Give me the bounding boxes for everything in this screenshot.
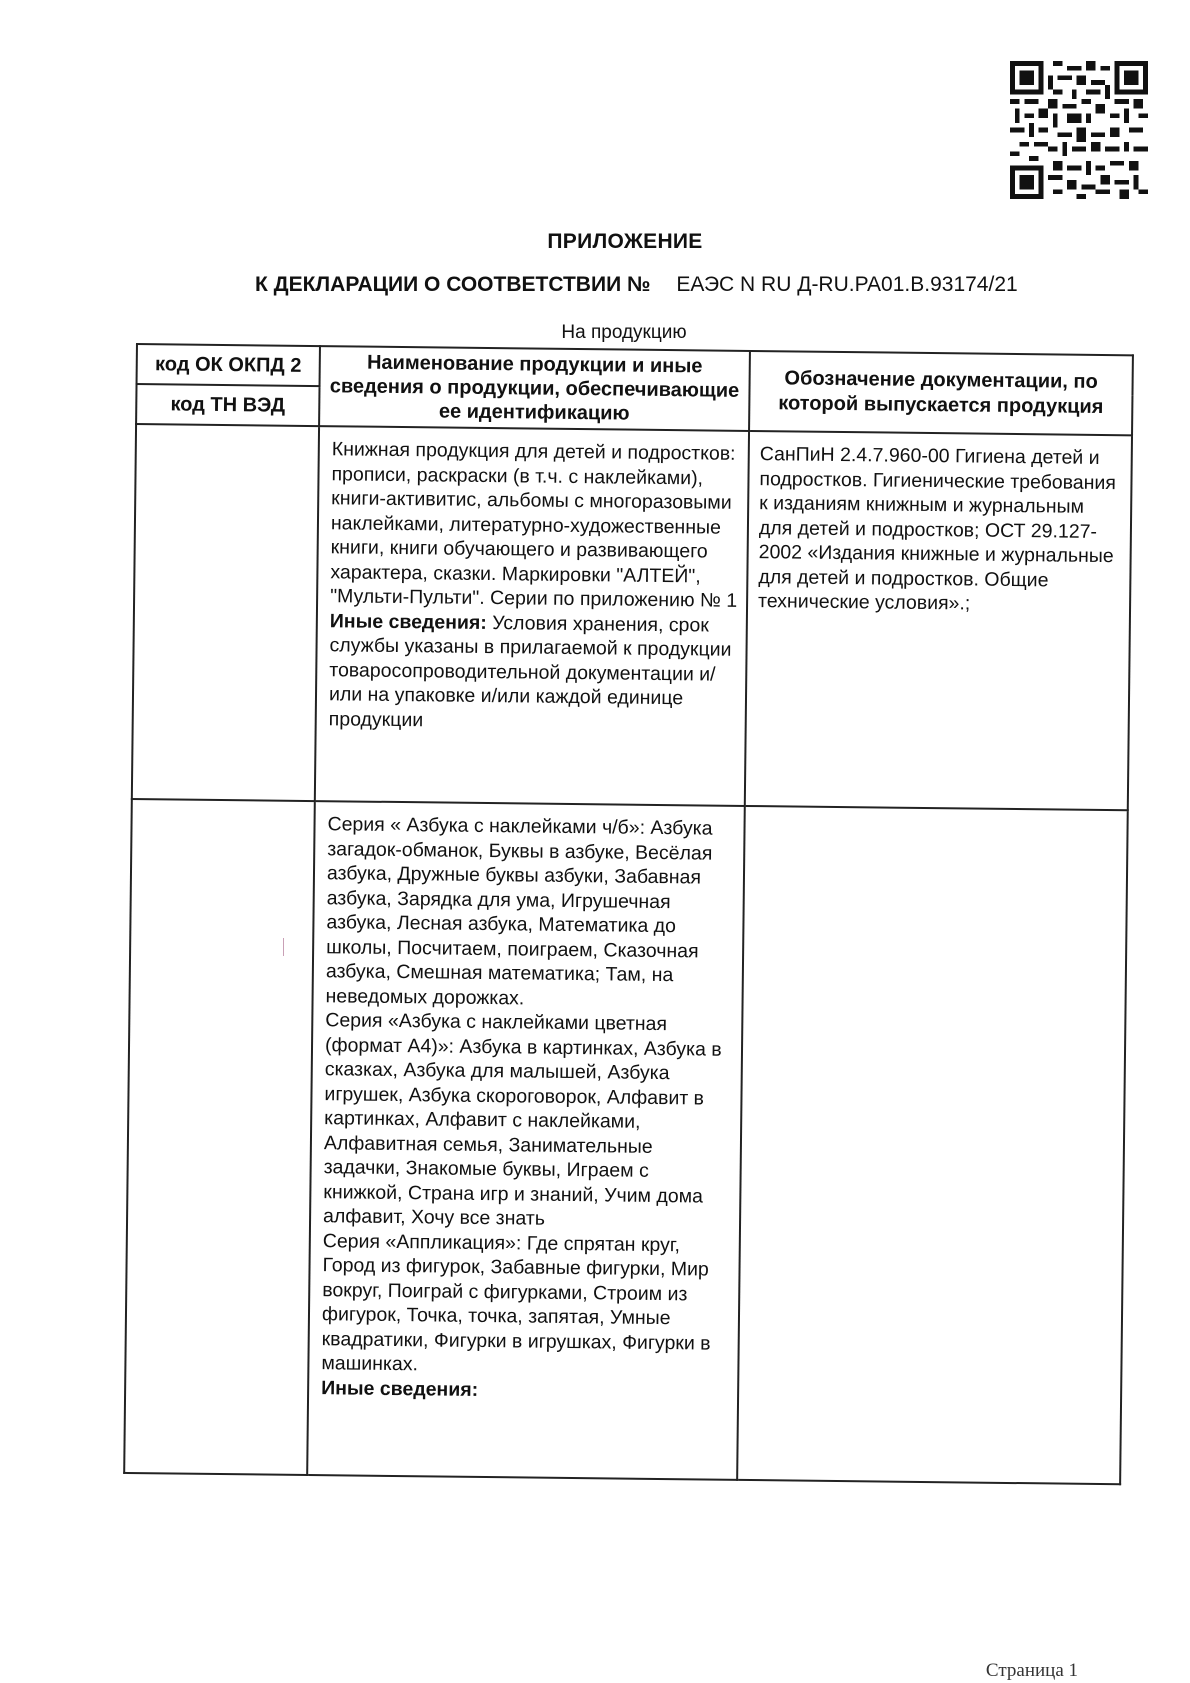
series-application: Серия «Аппликация»: Где спрятан круг, Город из фигурок, Забавные фигурки, Мир вокруг, Поиграй с фигурками, Строим из фигурок, Точка, точка, запятая, Умные квадратики, Фигурки в игрушках, Фигурки в машинках. bbox=[321, 1229, 711, 1376]
qr-code-icon bbox=[1010, 60, 1148, 200]
series-abc-color: Серия «Азбука с наклейками цветная (формат А4)»: Азбука в картинках, Азбука в сказках, Азбука для малышей, Азбука игрушек, Азбука скороговорок, Алфавит в картинках, Алфавит с наклейками, Алфавитная семья, Занимательные задачки, Знакомые буквы, Играем с книжкой, Страна игр и знаний, Учим дома алфавит, Хочу все знать bbox=[322, 1009, 722, 1230]
appendix-title: ПРИЛОЖЕНИЕ bbox=[547, 230, 703, 253]
series-cell bbox=[307, 801, 745, 1480]
declaration-label: К ДЕКЛАРАЦИИ О СООТВЕТСТВИИ № bbox=[255, 273, 651, 296]
code-cell bbox=[132, 424, 319, 801]
other-info-text: Условия хранения, срок службы указаны в прилагаемой к продукции товаросопроводительной документации и/или на упаковке и/или каждой единице продукции bbox=[328, 611, 732, 731]
header-okpd: код ОК ОКПД 2 bbox=[137, 344, 320, 386]
header-product-name: Наименование продукции и иные сведения о продукции, обеспечивающие ее идентификацию bbox=[319, 346, 750, 431]
product-table bbox=[123, 343, 1134, 1485]
declaration-number: ЕАЭС N RU Д-RU.PA01.B.93174/21 bbox=[676, 273, 1018, 296]
declaration-line bbox=[255, 273, 1018, 297]
product-cell bbox=[315, 426, 749, 806]
other-info-label: Иные сведения: bbox=[329, 609, 487, 634]
code-cell bbox=[124, 799, 315, 1475]
table-row bbox=[132, 424, 1132, 810]
header-documentation: Обозначение документации, по которой выпускается продукция bbox=[749, 351, 1133, 435]
documentation-cell: СанПиН 2.4.7.960-00 Гигиена детей и подростков. Гигиенические требования к изданиям книжным и журнальным для детей и подростков; ОСТ 29.127-2002 «Издания книжные и журнальные для детей и подростков. Общие технические условия».; bbox=[745, 431, 1132, 810]
product-description: Книжная продукция для детей и подростков: прописи, раскраски (в т.ч. с наклейками), книги-активитис, альбомы с многоразовыми наклейками, литературно-художественные книги, книги обучающего и развивающего характера, сказки. Маркировки "АЛТЕЙ", "Мульти-Пульти". Серии по приложению № 1 bbox=[330, 438, 738, 612]
other-info-label: Иные сведения: bbox=[321, 1376, 479, 1401]
series-abc-bw: Серия « Азбука с наклейками ч/б»: Азбука загадок-обманок, Буквы в азбуке, Весёлая азбука, Дружные буквы азбуки, Забавная азбука, Зарядка для ума, Игрушечная азбука, Лесная азбука, Математика до школы, Посчитаем, поиграем, Сказочная азбука, Смешная математика; Там, на неведомых дорожках. bbox=[325, 813, 713, 1009]
table-row bbox=[124, 799, 1128, 1484]
subtitle bbox=[0, 322, 1190, 344]
documentation-cell bbox=[737, 806, 1128, 1484]
scan-mark bbox=[283, 938, 284, 956]
header-tnved: код ТН ВЭД bbox=[136, 384, 319, 426]
other-info bbox=[329, 609, 738, 736]
page-number: Страница 1 bbox=[985, 1660, 1078, 1681]
subtitle-text: На продукцию bbox=[561, 322, 687, 343]
